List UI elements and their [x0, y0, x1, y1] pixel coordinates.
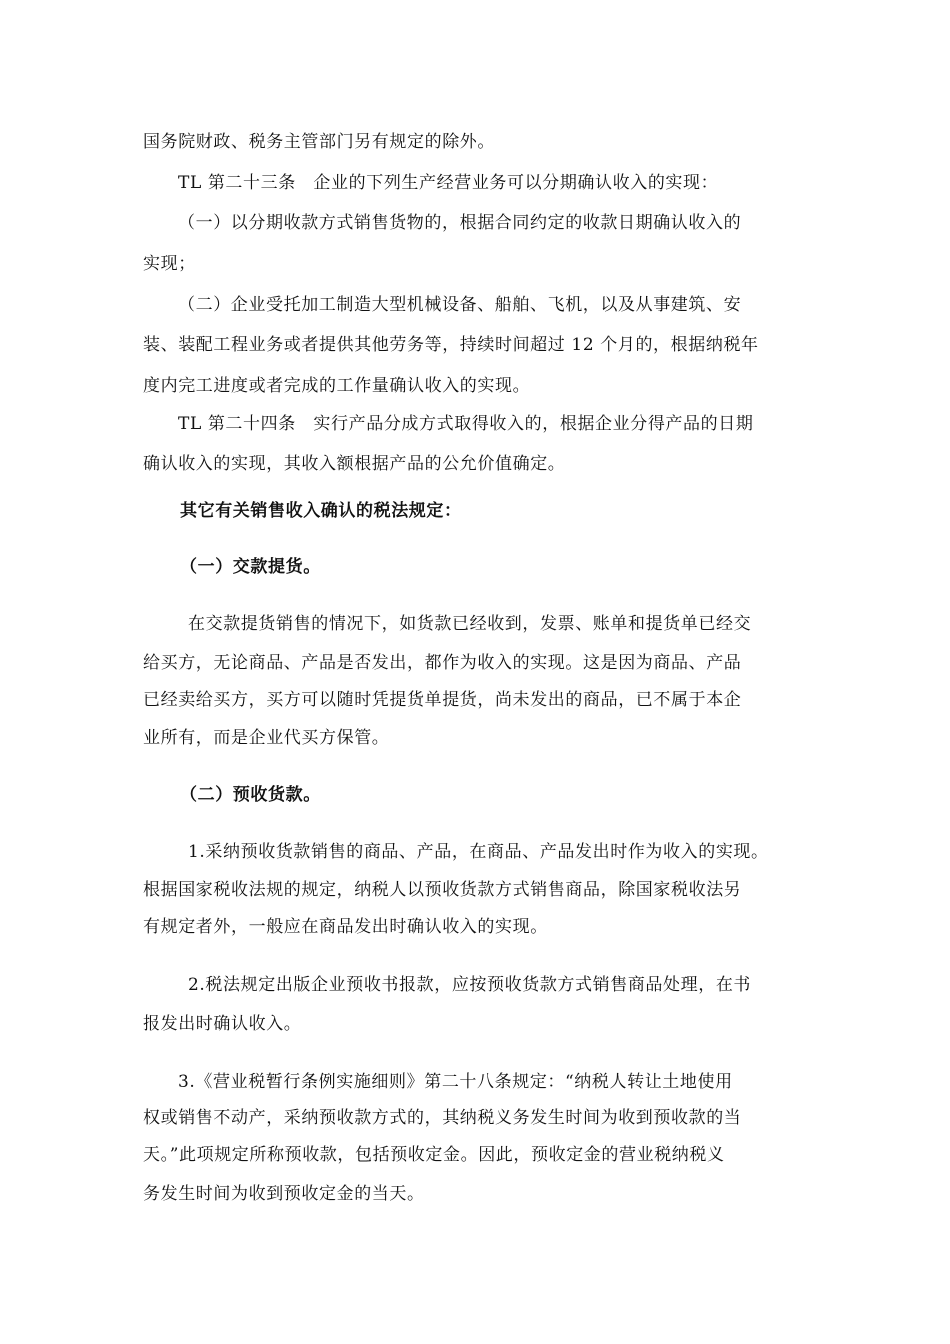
text-line: 国务院财政、税务主管部门另有规定的除外。 [143, 132, 495, 152]
text-line: 根据国家税收法规的规定，纳税人以预收货款方式销售商品，除国家税收法另 [143, 880, 742, 900]
text-line: 确认收入的实现，其收入额根据产品的公允价值确定。 [143, 454, 566, 474]
text-line: （一）以分期收款方式销售货物的，根据合同约定的收款日期确认收入的 [178, 213, 742, 233]
text-line: 权或销售不动产，采纳预收款方式的，其纳税义务发生时间为收到预收款的当 [143, 1108, 742, 1128]
text-line: 1.采纳预收货款销售的商品、产品，在商品、产品发出时作为收入的实现。 [188, 842, 769, 862]
section-heading: 其它有关销售收入确认的税法规定： [180, 501, 462, 521]
text-line: 天。”此项规定所称预收款，包括预收定金。因此，预收定金的营业税纳税义 [143, 1145, 725, 1165]
article-24-heading: TL 第二十四条 实行产品分成方式取得收入的，根据企业分得产品的日期 [178, 414, 754, 434]
text-line: 有规定者外，一般应在商品发出时确认收入的实现。 [143, 917, 548, 937]
text-line: 度内完工进度或者完成的工作量确认收入的实现。 [143, 376, 531, 396]
text-line: 3.《营业税暂行条例实施细则》第二十八条规定：“纳税人转让土地使用 [178, 1072, 733, 1092]
text-line: 2.税法规定出版企业预收书报款，应按预收货款方式销售商品处理，在书 [188, 975, 752, 995]
text-line: 已经卖给买方，买方可以随时凭提货单提货，尚未发出的商品，已不属于本企 [143, 690, 742, 710]
text-line: 务发生时间为收到预收定金的当天。 [143, 1184, 425, 1204]
text-line: 装、装配工程业务或者提供其他劳务等，持续时间超过 12 个月的，根据纳税年 [143, 335, 759, 355]
text-line: 业所有，而是企业代买方保管。 [143, 728, 390, 748]
subsection-heading: （一）交款提货。 [180, 557, 321, 577]
text-line: 在交款提货销售的情况下，如货款已经收到，发票、账单和提货单已经交 [188, 614, 752, 634]
text-line: 实现； [143, 254, 196, 274]
subsection-heading: （二）预收货款。 [180, 785, 321, 805]
text-line: 给买方，无论商品、产品是否发出，都作为收入的实现。这是因为商品、产品 [143, 653, 742, 673]
text-line: （二）企业受托加工制造大型机械设备、船舶、飞机，以及从事建筑、安 [178, 295, 742, 315]
text-line: 报发出时确认收入。 [143, 1014, 302, 1034]
article-23-heading: TL 第二十三条 企业的下列生产经营业务可以分期确认收入的实现： [178, 173, 719, 193]
